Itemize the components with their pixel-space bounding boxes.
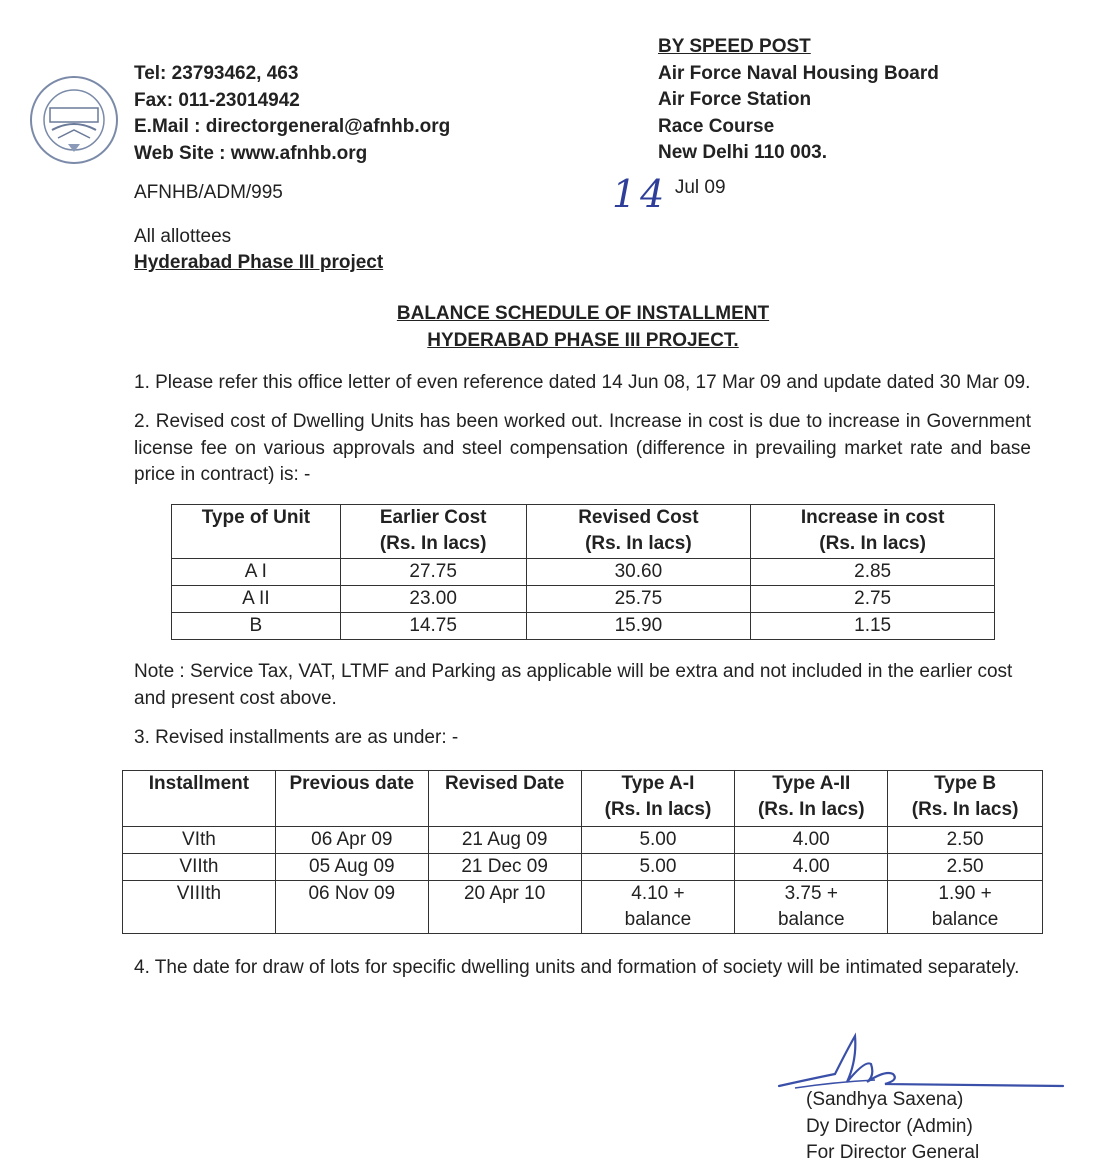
installment-col-header: Type A-I (Rs. In lacs) (581, 771, 735, 827)
cell: 05 Aug 09 (275, 854, 428, 881)
cell: 3.75 + balance (735, 881, 888, 934)
handwritten-day: 14 (612, 172, 669, 216)
cell: VIth (123, 827, 276, 854)
cell: 27.75 (340, 559, 526, 586)
addressee-project: Hyderabad Phase III project (134, 252, 384, 273)
cell: 4.00 (735, 827, 888, 854)
website-line: Web Site : www.afnhb.org (134, 142, 368, 164)
cell: 2.50 (888, 827, 1043, 854)
address-line-4: New Delhi 110 003. (658, 142, 827, 163)
note-paragraph: Note : Service Tax, VAT, LTMF and Parking as applicable will be extra and not included in the earlier cost and present cost above. (134, 661, 1013, 709)
tel-line: Tel: 23793462, 463 (134, 63, 299, 84)
cell: 1.15 (751, 613, 995, 640)
cost-col-header: Earlier Cost (Rs. In lacs) (340, 505, 526, 559)
cell: 5.00 (581, 827, 735, 854)
email-line: E.Mail : directorgeneral@afnhb.org (134, 116, 451, 137)
cost-table-header (172, 505, 995, 559)
title-line-1: BALANCE SCHEDULE OF INSTALLMENT (396, 303, 770, 324)
address-line-2: Air Force Station (658, 89, 812, 110)
paragraph-2: 2. Revised cost of Dwelling Units has been worked out. Increase in cost is due to increase in Government license fee on various approvals and steel compensation (difference in prevailing market rate and base price in contract) is: - (134, 411, 1031, 485)
installment-table (122, 770, 1043, 934)
cell: 06 Apr 09 (275, 827, 428, 854)
fax-line: Fax: 011-23014942 (134, 89, 300, 111)
table-row (123, 854, 1043, 881)
installment-table-header (123, 771, 1043, 827)
paragraph-3: 3. Revised installments are as under: - (134, 727, 459, 748)
signatory-name: (Sandhya Saxena) (806, 1089, 964, 1110)
cell: 15.90 (526, 613, 751, 640)
installment-col-header: Type B (Rs. In lacs) (888, 771, 1043, 827)
cell: 2.50 (888, 854, 1043, 881)
table-row (172, 559, 995, 586)
cell: 21 Dec 09 (428, 854, 581, 881)
cost-col-header: Revised Cost (Rs. In lacs) (526, 505, 751, 559)
installment-col-header: Revised Date (428, 771, 581, 827)
cost-table (171, 504, 995, 640)
cell: 14.75 (340, 613, 526, 640)
reference-number: AFNHB/ADM/995 (134, 182, 283, 203)
cell: 23.00 (340, 586, 526, 613)
address-line-1: Air Force Naval Housing Board (658, 62, 939, 84)
addressee-to: All allottees (134, 226, 232, 247)
date-month-year: Jul 09 (674, 177, 726, 198)
signatory-designation: Dy Director (Admin) (806, 1115, 973, 1137)
table-row (172, 586, 995, 613)
cost-col-header: Type of Unit (172, 505, 341, 559)
signatory-for: For Director General (806, 1142, 980, 1163)
cell: 25.75 (526, 586, 751, 613)
title-line-2: HYDERABAD PHASE III PROJECT. (427, 330, 739, 351)
cell: 4.10 + balance (581, 881, 735, 934)
cell: VIIth (123, 854, 276, 881)
cell: 4.00 (735, 854, 888, 881)
cell: A II (172, 586, 341, 613)
cell: 21 Aug 09 (428, 827, 581, 854)
afnhb-seal-logo (28, 60, 120, 180)
cell: VIIIth (123, 881, 276, 934)
signatory-block (806, 1087, 979, 1167)
installment-col-header: Type A-II (Rs. In lacs) (735, 771, 888, 827)
cell: 2.85 (751, 559, 995, 586)
cell: A I (172, 559, 341, 586)
table-row (172, 613, 995, 640)
table-row (123, 827, 1043, 854)
contact-block (134, 61, 450, 167)
cost-col-header: Increase in cost (Rs. In lacs) (751, 505, 995, 559)
paragraph-4: 4. The date for draw of lots for specific dwelling units and formation of society will be intimated separately. (134, 957, 1020, 978)
table-row (123, 881, 1043, 934)
cell: 30.60 (526, 559, 751, 586)
cell: 5.00 (581, 854, 735, 881)
address-line-3: Race Course (658, 115, 775, 137)
installment-col-header: Previous date (275, 771, 428, 827)
cell: B (172, 613, 341, 640)
letter-date (612, 172, 724, 216)
cell: 1.90 + balance (888, 881, 1043, 934)
cell: 2.75 (751, 586, 995, 613)
cell: 20 Apr 10 (428, 881, 581, 934)
cell: 06 Nov 09 (275, 881, 428, 934)
address-block (658, 34, 939, 167)
installment-col-header: Installment (123, 771, 276, 827)
delivery-mode: BY SPEED POST (658, 36, 811, 57)
paragraph-1: 1. Please refer this office letter of even reference dated 14 Jun 08, 17 Mar 09 and update dated 30 Mar 09. (134, 372, 1031, 393)
